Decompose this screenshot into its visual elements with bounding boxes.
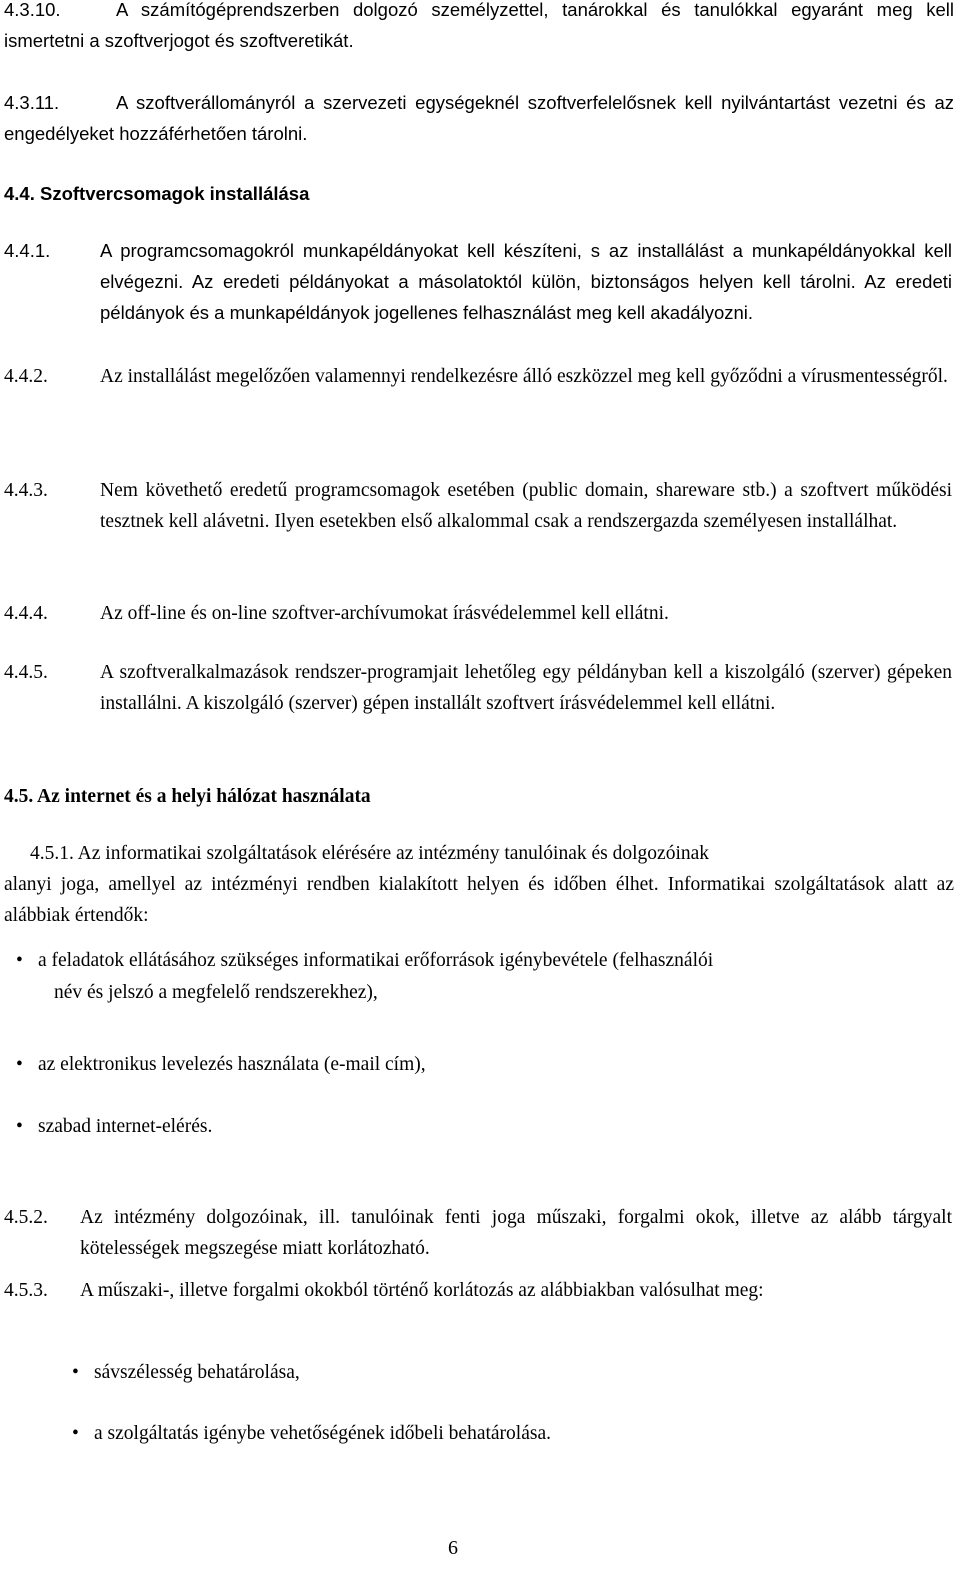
- item-text: A számítógéprendszerben dolgozó személyzettel, tanárokkal és tanulókkal egyaránt meg kell ismertetni a szoftverjogot és szoftveretikát.: [4, 0, 954, 51]
- item-4-4-5: [4, 657, 952, 719]
- bullet-icon: •: [72, 1362, 79, 1383]
- bullet-icon: •: [16, 1116, 23, 1137]
- item-number: 4.4.1.: [4, 240, 51, 261]
- item-text: A programcsomagokról munkapéldányokat kell készíteni, s az installálást a munkapéldányokkal kell elvégezni. Az eredeti példányokat a másolatoktól külön, biztonságos helyen kell tárolni. Az eredeti példányok és a munkapéldányok jogellenes felhasználást meg kell akadályozni.: [100, 240, 952, 323]
- item-number: 4.5.3.: [4, 1280, 48, 1301]
- item-number: 4.4.5.: [4, 662, 48, 683]
- item-4-5-2: [4, 1202, 952, 1264]
- list-item-text: sávszélesség behatárolása,: [94, 1362, 300, 1383]
- bullet-icon: •: [16, 1054, 23, 1075]
- item-text: alanyi joga, amellyel az intézményi rendben kialakított helyen és időben élhet. Informatikai szolgáltatások alatt az alábbiak értendők:: [4, 874, 954, 926]
- item-4-5-3: [4, 1275, 952, 1306]
- list-item: [16, 1049, 426, 1080]
- item-text: A szoftverállományról a szervezeti egységeknél szoftverfelelősnek kell nyilvántartást vezetni és az engedélyeket hozzáférhetően tárolni.: [4, 92, 954, 144]
- list-item-continuation: [54, 977, 378, 1008]
- item-4-3-11: [4, 87, 954, 149]
- item-4-4-3: [4, 475, 952, 537]
- section-heading-4-5: 4.5. Az internet és a helyi hálózat használata: [4, 786, 371, 807]
- section-heading-4-4: 4.4. Szoftvercsomagok installálása: [4, 183, 310, 204]
- list-item-text: szabad internet-elérés.: [38, 1116, 213, 1137]
- list-item-text: a feladatok ellátásához szükséges informatikai erőforrások igénybevétele (felhasználói: [38, 950, 714, 971]
- list-item: [72, 1418, 551, 1449]
- list-item-text: a szolgáltatás igénybe vehetőségének időbeli behatárolása.: [94, 1423, 551, 1444]
- item-text: Az installálást megelőzően valamennyi rendelkezésre álló eszközzel meg kell győződni a vírusmentességről.: [100, 366, 948, 387]
- item-text: Az intézmény dolgozóinak, ill. tanulóinak fenti joga műszaki, forgalmi okok, illetve az alább tárgyalt kötelességek megszegése miatt korlátozható.: [80, 1207, 952, 1259]
- item-number: 4.4.4.: [4, 603, 48, 624]
- list-item: [72, 1357, 300, 1388]
- item-number: 4.3.10.: [4, 0, 61, 20]
- item-number: 4.4.3.: [4, 480, 48, 501]
- item-4-3-10: [4, 0, 954, 56]
- item-number: 4.4.2.: [4, 366, 48, 387]
- item-4-5-1: [4, 838, 954, 931]
- item-number: 4.3.11.: [4, 92, 60, 113]
- list-item-text: az elektronikus levelezés használata (e-mail cím),: [38, 1054, 426, 1075]
- bullet-icon: •: [72, 1423, 79, 1444]
- item-text: Nem követhető eredetű programcsomagok esetében (public domain, shareware stb.) a szoftvert működési tesztnek kell alávetni. Ilyen esetekben első alkalommal csak a rendszergazda személyesen installálhat.: [100, 480, 952, 532]
- item-text: A műszaki-, illetve forgalmi okokból történő korlátozás az alábbiakban valósulhat meg:: [80, 1280, 764, 1301]
- item-4-4-4: [4, 598, 952, 629]
- bullet-icon: •: [16, 950, 23, 971]
- list-item: [16, 1111, 212, 1142]
- item-first-line: 4.5.1. Az informatikai szolgáltatások elérésére az intézmény tanulóinak és dolgozóinak: [30, 843, 710, 864]
- item-text: A szoftveralkalmazások rendszer-programjait lehetőleg egy példányban kell a kiszolgáló (szerver) gépeken installálni. A kiszolgáló (szerver) gépen installált szoftvert írásvédelemmel kell ellátni.: [100, 662, 952, 714]
- list-item: [16, 945, 713, 976]
- page-number: 6: [448, 1537, 458, 1559]
- list-item-text: név és jelszó a megfelelő rendszerekhez),: [54, 982, 378, 1003]
- item-text: Az off-line és on-line szoftver-archívumokat írásvédelemmel kell ellátni.: [100, 603, 669, 624]
- item-number: 4.5.2.: [4, 1207, 48, 1228]
- item-4-4-2: [4, 361, 952, 392]
- item-4-4-1: [4, 235, 952, 328]
